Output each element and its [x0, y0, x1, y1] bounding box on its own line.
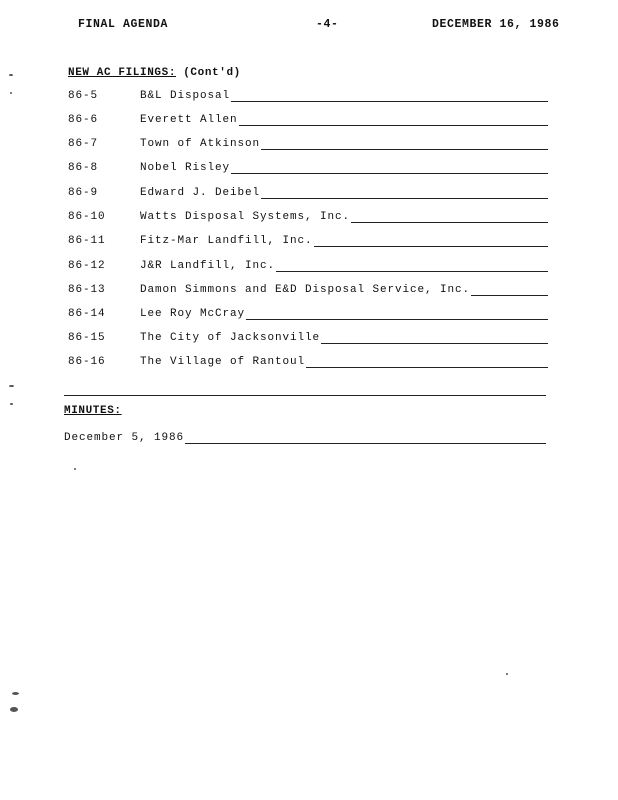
filing-number: 86-9: [68, 187, 99, 199]
filing-row: [68, 356, 548, 370]
filing-blank-line: [231, 90, 548, 102]
scan-speck: [9, 74, 13, 76]
filing-row: [68, 138, 548, 152]
filing-row: [68, 162, 548, 176]
minutes-heading: MINUTES:: [64, 405, 122, 417]
filing-number: 86-7: [68, 138, 99, 150]
filing-row: [68, 332, 548, 346]
filing-number: 86-11: [68, 235, 106, 247]
filing-number: 86-5: [68, 90, 99, 102]
filing-row: [68, 211, 548, 225]
scan-speck: [10, 707, 18, 712]
filing-blank-line: [231, 162, 548, 174]
filing-blank-line: [351, 211, 548, 223]
filing-number: 86-13: [68, 284, 106, 296]
scan-speck: [10, 92, 12, 94]
filing-name: B&L Disposal: [140, 90, 231, 102]
filing-name: Damon Simmons and E&D Disposal Service, Inc.: [140, 284, 471, 296]
filing-name: Edward J. Deibel: [140, 187, 261, 199]
scan-speck: [9, 385, 14, 387]
filing-name: Fitz-Mar Landfill, Inc.: [140, 235, 313, 247]
separator-line: [64, 395, 546, 396]
filing-name: Everett Allen: [140, 114, 238, 126]
filing-number: 86-15: [68, 332, 106, 344]
filing-name: Lee Roy McCray: [140, 308, 246, 320]
filing-blank-line: [276, 260, 548, 272]
section-heading-suffix: (Cont'd): [183, 67, 241, 79]
filing-row: [68, 114, 548, 128]
minutes-blank-line: [185, 432, 546, 444]
filing-blank-line: [246, 308, 548, 320]
section-heading-title: NEW AC FILINGS:: [68, 67, 177, 79]
scan-speck: [10, 403, 13, 405]
filing-row: [68, 187, 548, 201]
filing-name: Town of Atkinson: [140, 138, 261, 150]
filing-row: [68, 260, 548, 274]
filing-blank-line: [261, 187, 548, 199]
filing-name: The Village of Rantoul: [140, 356, 306, 368]
filing-name: J&R Landfill, Inc.: [140, 260, 276, 272]
filing-name: Watts Disposal Systems, Inc.: [140, 211, 351, 223]
filing-number: 86-10: [68, 211, 106, 223]
filing-blank-line: [261, 138, 548, 150]
filing-row: [68, 284, 548, 298]
filing-name: The City of Jacksonville: [140, 332, 321, 344]
page-number: -4-: [316, 18, 339, 31]
minutes-entry: December 5, 1986: [64, 432, 185, 444]
section-heading: [68, 67, 241, 79]
scan-speck: [74, 468, 76, 470]
filing-blank-line: [471, 284, 548, 296]
filing-number: 86-8: [68, 162, 99, 174]
filing-row: [68, 235, 548, 249]
filing-number: 86-6: [68, 114, 99, 126]
filing-row: [68, 308, 548, 322]
minutes-row: [64, 430, 546, 444]
filing-number: 86-14: [68, 308, 106, 320]
agenda-title: FINAL AGENDA: [78, 18, 169, 31]
agenda-date: DECEMBER 16, 1986: [432, 18, 560, 31]
scan-speck: [506, 673, 508, 675]
filing-blank-line: [314, 235, 548, 247]
filing-blank-line: [321, 332, 548, 344]
filing-blank-line: [306, 356, 548, 368]
filing-number: 86-12: [68, 260, 106, 272]
filing-name: Nobel Risley: [140, 162, 231, 174]
filing-blank-line: [239, 114, 548, 126]
filing-row: [68, 90, 548, 104]
filing-number: 86-16: [68, 356, 106, 368]
scan-speck: [12, 692, 19, 695]
